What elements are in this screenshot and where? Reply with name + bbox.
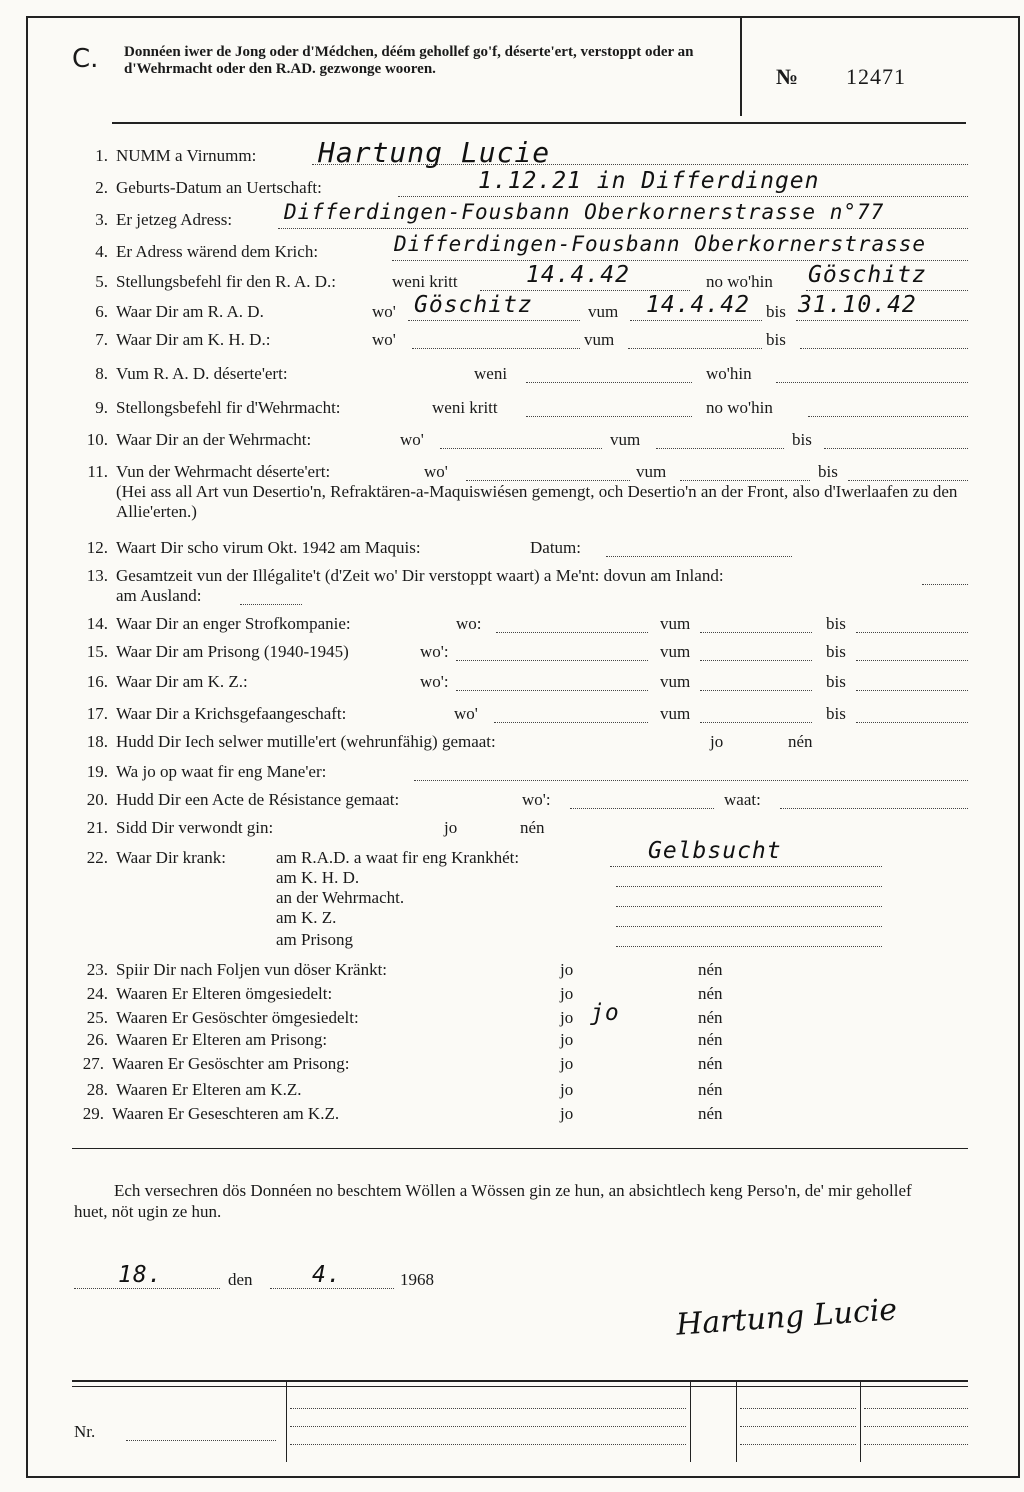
row-pow: 17. Waar Dir a Krichsgefaangeschaft:: [86, 704, 347, 723]
row-illness-effects: 23. Spiir Dir nach Foljen vun döser Kränkt:: [86, 960, 388, 979]
row-rad-desertion: 8. Vum R. A. D. déserte'ert:: [95, 364, 288, 383]
illness-value: Gelbsucht: [648, 838, 782, 864]
rad-order-place: Göschitz: [808, 262, 927, 288]
row-illness: 22. Waar Dir krank:: [86, 848, 227, 867]
row-self-mutilation: 18. Hudd Dir Iech selwer mutille'ert (wehrunfähig) gemaat:: [86, 732, 496, 751]
row-birth: 2. Geburts-Datum an Uertschaft:: [95, 178, 322, 197]
row-resistance: 20. Hudd Dir een Acte de Résistance gemaat:: [86, 790, 400, 809]
row-kz: 16. Waar Dir am K. Z.:: [86, 672, 248, 691]
row-punishment-company: 14. Waar Dir an enger Strofkompanie:: [86, 614, 351, 633]
row-maquis: 12. Waart Dir scho virum Okt. 1942 am Maquis:: [86, 538, 421, 557]
row-siblings-kz: 29. Waaren Er Geseschteren am K.Z.: [82, 1104, 340, 1123]
row-wehrmacht-desertion: 11. Vun der Wehrmacht déserte'ert:: [87, 462, 331, 481]
row-prison: 15. Waar Dir am Prisong (1940-1945): [86, 642, 349, 661]
row-illegality: 13. Gesamtzeit vun der Illégalite't (d'Zeit wo' Dir verstoppt waart) a Me'nt: dovun am Inland:: [86, 566, 724, 585]
row-parents-kz: 28. Waaren Er Elteren am K.Z.: [86, 1080, 302, 1099]
rad-from: 14.4.42: [646, 292, 750, 318]
header-rule: [112, 122, 966, 124]
date-year: 1968: [400, 1270, 434, 1289]
row-wehrmacht: 10. Waar Dir an der Wehrmacht:: [86, 430, 312, 449]
date-day: 18.: [118, 1262, 163, 1288]
declaration-text: Ech versechren dös Donnéen no beschtem Wöllen a Wössen gin ze hun, an absichtlech keng Perso'n, de' mir gehollef huet, nöt ugin ze hun.: [74, 1181, 912, 1221]
row-mutilation-how: 19. Wa jo op waat fir eng Mane'er:: [86, 762, 327, 781]
footer-rule-top: [72, 1380, 968, 1382]
row-wehrmacht-order: 9. Stellongsbefehl fir d'Wehrmacht:: [95, 398, 341, 417]
row-siblings-resettled: 25. Waaren Er Gesöschter ömgesiedelt:: [86, 1008, 359, 1027]
header-divider: [740, 18, 742, 116]
rad-place: Göschitz: [414, 292, 533, 318]
document-sheet: C. Donnéen iwer de Jong oder d'Médchen, déém gehollef go'f, déserte'ert, verstoppt oder an d'Wehrmacht oder den R.AD. gezwonge wooren. № 12471 1. NUMM a Virnumm: Hartung Lucie 2. Geburts-Datum an Uertschaft: 1.12.21 in Differdingen 3. Er jetzeg Adress: Differdingen-Fousbann Oberkornerstrasse n°77 4. Er Adress wärend dem Krich: Differdingen-Fousbann Oberkornerstrasse 5. Stellungsbefehl fir den R. A. D.: weni kritt 14.4.42 no wo'hin Göschitz 6. Waar Dir am R. A. D. wo' Göschitz vum 14.4.42 bis 31.10.42 7. Waar Dir am K. H. D.: wo' vum bis 8. Vum R. A. D. déserte'ert: weni wo'hin 9. Stellongsbefehl fir d'Wehrmacht: weni kritt no wo'hin 10. Waar Dir an der Wehrmacht: wo' vum bis 11. Vun der Wehrmacht déserte'ert: wo' vum bis (Hei ass all Art vun Desertio'n, Refraktären-a-Maquiswiésen gemengt, och Desertio'n an der Front, also d'Iwerlaafen zu den Allie'erten.) 12. Waart Dir scho virum Okt. 1942 am Maquis: Datum: 13. Gesamtzeit vun der Illégalite't (d'Zeit wo' Dir verstoppt waart) a Me'nt: dovun am Inland: am Ausland: 14. Waar Dir an enger Strofkompanie: wo: vum bis 15. Waar Dir am Prisong (1940-1945) wo': vum bis 16. Waar Dir am K. Z.: wo': vum bis 17. Waar Dir a Krichsgefaangeschaft: wo' vum bis 18. Hudd Dir Iech selwer mutille'ert (wehrunfähig) gemaat: jo nén 19. Wa jo op waat fir eng Mane'er: 20. Hudd Dir een Acte de Résistance gemaat: wo': waat: 21. Sidd Dir verwondt gin: jo nén 22. Waar Dir krank: am R.A.D. a waat fir eng Krankhét: Gelbsucht am K. H. D. an der Wehrmacht. am K. Z. am Prisong 23. Spiir Dir nach Foljen vun döser Kränkt: jo nén 24. Waaren Er Elteren ömgesiedelt: jo nén 25. Waaren Er Gesöschter ömgesiedelt: jo jo nén 26. Waaren Er Elteren am Prisong: jo nén 27. Waaren Er Gesöschter am Prisong: jo nén 28. Waaren Er Elteren am K.Z. jo nén 29. Waaren Er Geseschteren am K.Z. jo nén Ech versechren dös Donnéen no beschtem Wöllen a Wössen gin ze hun, an absichtlech keng Perso'n, de' mir gehollef huet, nöt ugin ze hun. 18. den 4. 1968 Hartung Lucie Nr.: [0, 0, 1024, 1492]
date-month: 4.: [312, 1262, 342, 1288]
name-value: Hartung Lucie: [318, 136, 551, 169]
footer-nr-label: Nr.: [74, 1422, 96, 1441]
desertion-note: (Hei ass all Art vun Desertio'n, Refraktären-a-Maquiswiésen gemengt, och Desertio'n an der Front, also d'Iwerlaafen zu den Allie'erten.): [116, 482, 958, 521]
row-current-address: 3. Er jetzeg Adress:: [95, 210, 233, 229]
birth-value: 1.12.21 in Differdingen: [478, 168, 820, 194]
signature: Hartung Lucie: [675, 1292, 899, 1343]
row-wounded: 21. Sidd Dir verwondt gin:: [86, 818, 274, 837]
current-address-value: Differdingen-Fousbann Oberkornerstrasse n°77: [284, 200, 885, 224]
war-address-value: Differdingen-Fousbann Oberkornerstrasse: [394, 232, 927, 256]
row-war-address: 4. Er Adress wärend dem Krich:: [95, 242, 319, 261]
rad-order-date: 14.4.42: [526, 262, 630, 288]
row-parents-prison: 26. Waaren Er Elteren am Prisong:: [86, 1030, 328, 1049]
row-rad-order: 5. Stellungsbefehl fir den R. A. D.:: [95, 272, 337, 291]
row-name: 1. NUMM a Virnumm:: [95, 146, 257, 165]
form-number: 12471: [846, 64, 906, 89]
form-title: Donnéen iwer de Jong oder d'Médchen, déém gehollef go'f, déserte'ert, verstoppt oder an d'Wehrmacht oder den R.AD. gezwonge wooren.: [124, 44, 694, 77]
row-khd: 7. Waar Dir am K. H. D.:: [95, 330, 271, 349]
siblings-resettled-answer: jo: [590, 1000, 620, 1026]
row-rad: 6. Waar Dir am R. A. D.: [95, 302, 264, 321]
rad-to: 31.10.42: [798, 292, 917, 318]
number-sign: №: [776, 64, 799, 89]
form-section-letter: C.: [72, 44, 99, 74]
row-parents-resettled: 24. Waaren Er Elteren ömgesiedelt:: [86, 984, 333, 1003]
section-rule: [72, 1148, 968, 1149]
row-siblings-prison: 27. Waaren Er Gesöschter am Prisong:: [82, 1054, 350, 1073]
